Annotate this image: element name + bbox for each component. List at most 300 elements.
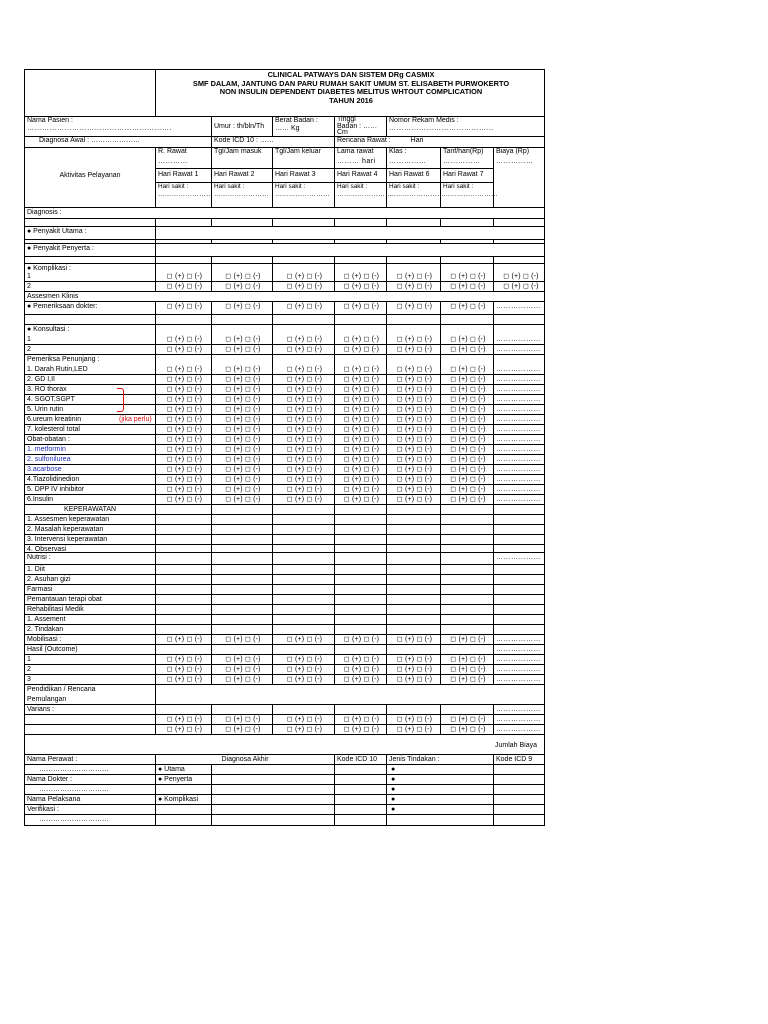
day-cell[interactable]	[155, 302, 211, 314]
day-cell[interactable]	[211, 585, 272, 594]
final-diagnosis-cell[interactable]	[211, 795, 334, 804]
day-cell[interactable]	[440, 515, 493, 524]
checkbox-pair[interactable]: ◻ (+) ◻ (-)	[225, 303, 261, 310]
day-cell[interactable]	[440, 575, 493, 584]
final-diagnosis-cell[interactable]	[211, 765, 334, 774]
checkbox-pair[interactable]: ◻ (+) ◻ (-)	[396, 406, 433, 413]
day-cell[interactable]	[493, 675, 546, 684]
day-cell[interactable]	[440, 535, 493, 544]
day-cell[interactable]	[334, 445, 386, 454]
cost-dots[interactable]: ………………	[496, 476, 541, 483]
day-cell[interactable]	[493, 405, 546, 414]
day-cell[interactable]	[334, 415, 386, 424]
icd9-cell[interactable]	[493, 765, 546, 774]
checkbox-pair[interactable]: ◻ (+) ◻ (-)	[225, 283, 261, 290]
day-cell[interactable]	[272, 625, 334, 634]
cost-dots[interactable]: ………………	[496, 486, 541, 493]
checkbox-pair[interactable]: ◻ (+) ◻ (-)	[286, 496, 323, 503]
checkbox-pair[interactable]: ◻ (+) ◻ (-)	[343, 406, 380, 413]
checkbox-pair[interactable]: ◻ (+) ◻ (-)	[225, 366, 261, 373]
day-cell[interactable]	[211, 415, 272, 424]
checkbox-pair[interactable]: ◻ (+) ◻ (-)	[450, 386, 486, 393]
day-cell[interactable]	[386, 465, 440, 474]
day-cell[interactable]	[334, 302, 386, 314]
day-cell[interactable]	[211, 282, 272, 291]
day-cell[interactable]	[155, 545, 211, 552]
checkbox-pair[interactable]: ◻ (+) ◻ (-)	[286, 346, 323, 353]
checkbox-pair[interactable]: ◻ (+) ◻ (-)	[450, 456, 486, 463]
checkbox-pair[interactable]: ◻ (+) ◻ (-)	[286, 446, 323, 453]
day-cell[interactable]	[272, 445, 334, 454]
day-cell[interactable]	[272, 665, 334, 674]
checkbox-pair[interactable]: ◻ (+) ◻ (-)	[166, 376, 203, 383]
day-cell[interactable]	[211, 595, 272, 604]
checkbox-pair[interactable]: ◻ (+) ◻ (-)	[286, 456, 323, 463]
day-cell[interactable]	[334, 465, 386, 474]
day-cell[interactable]	[155, 553, 211, 564]
day-cell[interactable]	[440, 272, 493, 281]
day-cell[interactable]	[211, 435, 272, 444]
day-cell[interactable]	[155, 565, 211, 574]
checkbox-pair[interactable]: ◻ (+) ◻ (-)	[450, 656, 486, 663]
checkbox-pair[interactable]: ◻ (+) ◻ (-)	[450, 376, 486, 383]
merged-cell[interactable]	[155, 685, 544, 695]
day-cell[interactable]	[440, 605, 493, 614]
day-cell[interactable]	[493, 635, 546, 644]
cost-dots[interactable]: ………………	[496, 646, 541, 653]
admission-col-label[interactable]: Tgl/Jam masuk	[214, 148, 262, 155]
day-cell[interactable]	[272, 345, 334, 354]
day-cell[interactable]	[386, 725, 440, 734]
cost-dots[interactable]: ………………	[496, 416, 541, 423]
checkbox-pair[interactable]: ◻ (+) ◻ (-)	[286, 406, 323, 413]
day-cell[interactable]	[334, 455, 386, 464]
checkbox-pair[interactable]: ◻ (+) ◻ (-)	[396, 346, 433, 353]
checkbox-pair[interactable]: ◻ (+) ◻ (-)	[286, 666, 323, 673]
sick-day-label[interactable]: Hari sakit :	[387, 182, 440, 191]
day-cell[interactable]	[211, 575, 272, 584]
day-cell[interactable]	[272, 282, 334, 291]
day-cell[interactable]	[386, 545, 440, 552]
day-cell[interactable]	[211, 515, 272, 524]
final-diagnosis-cell[interactable]	[211, 775, 334, 784]
checkbox-pair[interactable]: ◻ (+) ◻ (-)	[166, 366, 203, 373]
day-cell[interactable]	[493, 335, 546, 344]
initial-diagnosis-field[interactable]	[25, 137, 211, 147]
checkbox-pair[interactable]: ◻ (+) ◻ (-)	[225, 486, 261, 493]
day-cell[interactable]	[334, 725, 386, 734]
day-cell[interactable]	[155, 525, 211, 534]
checkbox-pair[interactable]: ◻ (+) ◻ (-)	[450, 496, 486, 503]
checkbox-pair[interactable]: ◻ (+) ◻ (-)	[166, 303, 203, 310]
day-cell[interactable]	[493, 625, 546, 634]
day-cell[interactable]	[211, 665, 272, 674]
day-cell[interactable]	[493, 435, 546, 444]
checkbox-pair[interactable]: ◻ (+) ◻ (-)	[225, 456, 261, 463]
checkbox-pair[interactable]: ◻ (+) ◻ (-)	[450, 666, 486, 673]
day-cell[interactable]	[440, 675, 493, 684]
checkbox-pair[interactable]: ◻ (+) ◻ (-)	[166, 396, 203, 403]
day-cell[interactable]	[493, 282, 546, 291]
checkbox-pair[interactable]: ◻ (+) ◻ (-)	[286, 283, 323, 290]
day-cell[interactable]	[211, 272, 272, 281]
checkbox-pair[interactable]: ◻ (+) ◻ (-)	[396, 283, 433, 290]
day-cell[interactable]	[155, 495, 211, 504]
checkbox-pair[interactable]: ◻ (+) ◻ (-)	[286, 396, 323, 403]
day-cell[interactable]	[386, 435, 440, 444]
day-cell[interactable]	[272, 425, 334, 434]
icd10-cell[interactable]	[334, 765, 386, 774]
checkbox-pair[interactable]: ◻ (+) ◻ (-)	[396, 656, 433, 663]
day-cell[interactable]	[386, 475, 440, 484]
day-cell[interactable]	[272, 575, 334, 584]
day-cell[interactable]	[334, 545, 386, 552]
checkbox-pair[interactable]: ◻ (+) ◻ (-)	[286, 716, 323, 723]
day-cell[interactable]	[334, 553, 386, 564]
checkbox-pair[interactable]: ◻ (+) ◻ (-)	[286, 336, 323, 343]
day-cell[interactable]	[211, 475, 272, 484]
checkbox-pair[interactable]: ◻ (+) ◻ (-)	[225, 496, 261, 503]
checkbox-pair[interactable]: ◻ (+) ◻ (-)	[286, 416, 323, 423]
day-cell[interactable]	[211, 675, 272, 684]
day-cell[interactable]	[493, 445, 546, 454]
cost-dots[interactable]: ………………	[496, 706, 541, 713]
day-cell[interactable]	[211, 565, 272, 574]
day-cell[interactable]	[493, 605, 546, 614]
checkbox-pair[interactable]: ◻ (+) ◻ (-)	[286, 636, 323, 643]
day-cell[interactable]	[440, 365, 493, 374]
checkbox-pair[interactable]: ◻ (+) ◻ (-)	[343, 273, 380, 280]
day-cell[interactable]	[211, 605, 272, 614]
checkbox-pair[interactable]: ◻ (+) ◻ (-)	[225, 466, 261, 473]
procedure-bullet[interactable]: ●	[386, 785, 493, 794]
checkbox-pair[interactable]: ◻ (+) ◻ (-)	[396, 496, 433, 503]
cost-dots[interactable]: ………………	[496, 406, 541, 413]
cost-dots[interactable]: ………………	[496, 726, 541, 733]
verification-dots[interactable]: …………………………	[39, 816, 109, 823]
cost-dots[interactable]: ………………	[496, 386, 541, 393]
day-cell[interactable]	[440, 465, 493, 474]
diagnosis-cell[interactable]	[155, 785, 211, 794]
day-cell[interactable]	[386, 515, 440, 524]
day-cell[interactable]	[272, 302, 334, 314]
day-cell[interactable]	[386, 625, 440, 634]
day-cell[interactable]	[386, 615, 440, 624]
checkbox-pair[interactable]: ◻ (+) ◻ (-)	[450, 676, 486, 683]
day-cell[interactable]	[334, 385, 386, 394]
day-cell[interactable]	[493, 565, 546, 574]
checkbox-pair[interactable]: ◻ (+) ◻ (-)	[225, 666, 261, 673]
age-field[interactable]	[211, 117, 272, 136]
checkbox-pair[interactable]: ◻ (+) ◻ (-)	[166, 476, 203, 483]
day-cell[interactable]	[493, 595, 546, 604]
day-cell[interactable]	[386, 645, 440, 654]
day-cell[interactable]	[493, 645, 546, 654]
checkbox-pair[interactable]: ◻ (+) ◻ (-)	[503, 283, 539, 290]
day-cell[interactable]	[211, 465, 272, 474]
day-cell[interactable]	[493, 272, 546, 281]
checkbox-pair[interactable]: ◻ (+) ◻ (-)	[286, 426, 323, 433]
icd10-cell[interactable]	[334, 815, 386, 825]
icd10-cell[interactable]	[334, 785, 386, 794]
day-cell[interactable]	[334, 535, 386, 544]
day-cell[interactable]	[493, 345, 546, 354]
day-cell[interactable]	[440, 645, 493, 654]
doctor-name-label[interactable]: Nama Dokter :	[27, 776, 73, 783]
checkbox-pair[interactable]: ◻ (+) ◻ (-)	[450, 636, 486, 643]
checkbox-pair[interactable]: ◻ (+) ◻ (-)	[343, 726, 380, 733]
day-cell[interactable]	[211, 315, 272, 324]
day-cell[interactable]	[440, 553, 493, 564]
checkbox-pair[interactable]: ◻ (+) ◻ (-)	[166, 406, 203, 413]
procedure-bullet[interactable]: ●	[386, 805, 493, 814]
day-cell[interactable]	[493, 475, 546, 484]
checkbox-pair[interactable]: ◻ (+) ◻ (-)	[343, 476, 380, 483]
checkbox-pair[interactable]: ◻ (+) ◻ (-)	[396, 416, 433, 423]
checkbox-pair[interactable]: ◻ (+) ◻ (-)	[450, 476, 486, 483]
admission-col-label[interactable]: R. Rawat	[158, 148, 187, 155]
day-cell[interactable]	[386, 575, 440, 584]
icd9-cell[interactable]	[493, 795, 546, 804]
day-cell[interactable]	[440, 385, 493, 394]
day-cell[interactable]	[155, 595, 211, 604]
day-cell[interactable]	[334, 405, 386, 414]
day-cell[interactable]	[334, 595, 386, 604]
checkbox-pair[interactable]: ◻ (+) ◻ (-)	[286, 656, 323, 663]
checkbox-pair[interactable]: ◻ (+) ◻ (-)	[450, 366, 486, 373]
day-cell[interactable]	[386, 365, 440, 374]
checkbox-pair[interactable]: ◻ (+) ◻ (-)	[166, 466, 203, 473]
day-cell[interactable]	[493, 585, 546, 594]
day-cell[interactable]	[334, 645, 386, 654]
procedure-bullet[interactable]: ●	[386, 775, 493, 784]
day-cell[interactable]	[386, 345, 440, 354]
day-cell[interactable]	[155, 675, 211, 684]
checkbox-pair[interactable]: ◻ (+) ◻ (-)	[225, 726, 261, 733]
day-cell[interactable]	[440, 545, 493, 552]
checkbox-pair[interactable]: ◻ (+) ◻ (-)	[166, 726, 203, 733]
day-cell[interactable]	[440, 625, 493, 634]
day-cell[interactable]	[155, 485, 211, 494]
day-cell[interactable]	[272, 605, 334, 614]
day-cell[interactable]	[440, 485, 493, 494]
day-cell[interactable]	[440, 475, 493, 484]
day-cell[interactable]	[272, 553, 334, 564]
day-cell[interactable]	[493, 553, 546, 564]
day-cell[interactable]	[211, 535, 272, 544]
icd10-cell[interactable]	[334, 795, 386, 804]
day-cell[interactable]	[272, 465, 334, 474]
day-cell[interactable]	[386, 605, 440, 614]
day-cell[interactable]	[272, 635, 334, 644]
day-cell[interactable]	[155, 625, 211, 634]
cost-dots[interactable]: ………………	[496, 554, 541, 561]
day-cell[interactable]	[493, 415, 546, 424]
checkbox-pair[interactable]: ◻ (+) ◻ (-)	[343, 346, 380, 353]
icd9-cell[interactable]	[493, 815, 546, 825]
weight-field[interactable]	[272, 117, 334, 136]
day-cell[interactable]	[272, 645, 334, 654]
day-cell[interactable]	[493, 715, 546, 724]
day-cell[interactable]	[334, 655, 386, 664]
day-cell[interactable]	[386, 595, 440, 604]
day-cell[interactable]	[440, 455, 493, 464]
day-cell[interactable]	[386, 655, 440, 664]
merged-cell[interactable]	[155, 227, 544, 239]
day-cell[interactable]	[493, 545, 546, 552]
final-diagnosis-cell[interactable]	[211, 815, 334, 825]
day-cell[interactable]	[493, 665, 546, 674]
checkbox-pair[interactable]: ◻ (+) ◻ (-)	[450, 716, 486, 723]
checkbox-pair[interactable]: ◻ (+) ◻ (-)	[225, 396, 261, 403]
day-cell[interactable]	[440, 395, 493, 404]
day-cell[interactable]	[334, 525, 386, 534]
checkbox-pair[interactable]: ◻ (+) ◻ (-)	[166, 386, 203, 393]
checkbox-pair[interactable]: ◻ (+) ◻ (-)	[225, 636, 261, 643]
checkbox-pair[interactable]: ◻ (+) ◻ (-)	[166, 436, 203, 443]
day-cell[interactable]	[440, 635, 493, 644]
day-cell[interactable]	[334, 605, 386, 614]
checkbox-pair[interactable]: ◻ (+) ◻ (-)	[343, 436, 380, 443]
day-cell[interactable]	[386, 553, 440, 564]
checkbox-pair[interactable]: ◻ (+) ◻ (-)	[286, 303, 323, 310]
sick-day-label[interactable]: Hari sakit :	[212, 182, 272, 191]
day-cell[interactable]	[334, 375, 386, 384]
day-cell[interactable]	[211, 365, 272, 374]
day-cell[interactable]	[386, 535, 440, 544]
checkbox-pair[interactable]: ◻ (+) ◻ (-)	[343, 486, 380, 493]
day-cell[interactable]	[211, 553, 272, 564]
day-cell[interactable]	[334, 395, 386, 404]
day-cell[interactable]	[155, 535, 211, 544]
icd9-cell[interactable]	[493, 785, 546, 794]
day-cell[interactable]	[493, 505, 546, 514]
sick-day-label[interactable]: Hari sakit :	[441, 182, 493, 191]
day-cell[interactable]	[155, 475, 211, 484]
day-cell[interactable]	[493, 575, 546, 584]
day-cell[interactable]	[272, 435, 334, 444]
checkbox-pair[interactable]: ◻ (+) ◻ (-)	[343, 376, 380, 383]
checkbox-pair[interactable]: ◻ (+) ◻ (-)	[225, 386, 261, 393]
cost-dots[interactable]: ………………	[496, 376, 541, 383]
day-cell[interactable]	[155, 615, 211, 624]
checkbox-pair[interactable]: ◻ (+) ◻ (-)	[450, 466, 486, 473]
checkbox-pair[interactable]: ◻ (+) ◻ (-)	[166, 336, 203, 343]
icd10-field[interactable]	[211, 137, 334, 147]
checkbox-pair[interactable]: ◻ (+) ◻ (-)	[396, 636, 433, 643]
checkbox-pair[interactable]: ◻ (+) ◻ (-)	[166, 656, 203, 663]
cost-dots[interactable]: ………………	[496, 676, 541, 683]
day-cell[interactable]	[211, 445, 272, 454]
day-cell[interactable]	[272, 365, 334, 374]
checkbox-pair[interactable]: ◻ (+) ◻ (-)	[450, 303, 486, 310]
checkbox-pair[interactable]: ◻ (+) ◻ (-)	[343, 656, 380, 663]
checkbox-pair[interactable]: ◻ (+) ◻ (-)	[343, 396, 380, 403]
day-cell[interactable]	[211, 635, 272, 644]
day-cell[interactable]	[386, 715, 440, 724]
day-cell[interactable]	[155, 385, 211, 394]
checkbox-pair[interactable]: ◻ (+) ◻ (-)	[396, 486, 433, 493]
day-cell[interactable]	[386, 272, 440, 281]
checkbox-pair[interactable]: ◻ (+) ◻ (-)	[225, 346, 261, 353]
checkbox-pair[interactable]: ◻ (+) ◻ (-)	[343, 496, 380, 503]
checkbox-pair[interactable]: ◻ (+) ◻ (-)	[450, 726, 486, 733]
day-cell[interactable]	[334, 705, 386, 714]
checkbox-pair[interactable]: ◻ (+) ◻ (-)	[166, 666, 203, 673]
checkbox-pair[interactable]: ◻ (+) ◻ (-)	[166, 283, 203, 290]
day-cell[interactable]	[211, 425, 272, 434]
day-cell[interactable]	[493, 365, 546, 374]
verification-label[interactable]: Verifikasi :	[27, 806, 59, 813]
day-cell[interactable]	[386, 565, 440, 574]
doctor-name-dots[interactable]: …………………………	[39, 786, 109, 793]
day-cell[interactable]	[155, 395, 211, 404]
checkbox-pair[interactable]: ◻ (+) ◻ (-)	[225, 426, 261, 433]
day-cell[interactable]	[155, 585, 211, 594]
day-cell[interactable]	[272, 495, 334, 504]
checkbox-pair[interactable]: ◻ (+) ◻ (-)	[450, 336, 486, 343]
checkbox-pair[interactable]: ◻ (+) ◻ (-)	[396, 476, 433, 483]
day-cell[interactable]	[211, 545, 272, 552]
day-cell[interactable]	[440, 665, 493, 674]
day-cell[interactable]	[272, 375, 334, 384]
checkbox-pair[interactable]: ◻ (+) ◻ (-)	[166, 346, 203, 353]
merged-cell[interactable]	[155, 244, 544, 256]
day-cell[interactable]	[334, 282, 386, 291]
day-cell[interactable]	[272, 315, 334, 324]
day-cell[interactable]	[155, 365, 211, 374]
day-cell[interactable]	[334, 575, 386, 584]
day-cell[interactable]	[272, 475, 334, 484]
checkbox-pair[interactable]: ◻ (+) ◻ (-)	[225, 476, 261, 483]
checkbox-pair[interactable]: ◻ (+) ◻ (-)	[166, 273, 203, 280]
day-cell[interactable]	[386, 525, 440, 534]
day-cell[interactable]	[211, 705, 272, 714]
day-cell[interactable]	[334, 585, 386, 594]
cost-dots[interactable]: ………………	[496, 366, 541, 373]
planned-stay-field[interactable]	[334, 137, 544, 147]
day-cell[interactable]	[272, 715, 334, 724]
day-cell[interactable]	[211, 715, 272, 724]
day-cell[interactable]	[440, 425, 493, 434]
icd9-cell[interactable]	[493, 805, 546, 814]
checkbox-pair[interactable]: ◻ (+) ◻ (-)	[286, 726, 323, 733]
day-cell[interactable]	[272, 405, 334, 414]
checkbox-pair[interactable]: ◻ (+) ◻ (-)	[450, 436, 486, 443]
day-cell[interactable]	[386, 302, 440, 314]
day-cell[interactable]	[211, 455, 272, 464]
checkbox-pair[interactable]: ◻ (+) ◻ (-)	[225, 656, 261, 663]
day-cell[interactable]	[155, 635, 211, 644]
day-cell[interactable]	[440, 345, 493, 354]
checkbox-pair[interactable]: ◻ (+) ◻ (-)	[450, 416, 486, 423]
cost-dots[interactable]: ………………	[496, 336, 541, 343]
final-diagnosis-cell[interactable]	[211, 805, 334, 814]
nurse-name-label[interactable]: Nama Perawat :	[27, 756, 78, 763]
cost-dots[interactable]: ………………	[496, 446, 541, 453]
checkbox-pair[interactable]: ◻ (+) ◻ (-)	[225, 336, 261, 343]
day-cell[interactable]	[493, 385, 546, 394]
day-cell[interactable]	[155, 455, 211, 464]
checkbox-pair[interactable]: ◻ (+) ◻ (-)	[450, 406, 486, 413]
checkbox-pair[interactable]: ◻ (+) ◻ (-)	[225, 436, 261, 443]
checkbox-pair[interactable]: ◻ (+) ◻ (-)	[396, 436, 433, 443]
checkbox-pair[interactable]: ◻ (+) ◻ (-)	[396, 726, 433, 733]
checkbox-pair[interactable]: ◻ (+) ◻ (-)	[166, 496, 203, 503]
sick-day-label[interactable]: Hari sakit :	[335, 182, 386, 191]
checkbox-pair[interactable]: ◻ (+) ◻ (-)	[396, 666, 433, 673]
checkbox-pair[interactable]: ◻ (+) ◻ (-)	[396, 716, 433, 723]
